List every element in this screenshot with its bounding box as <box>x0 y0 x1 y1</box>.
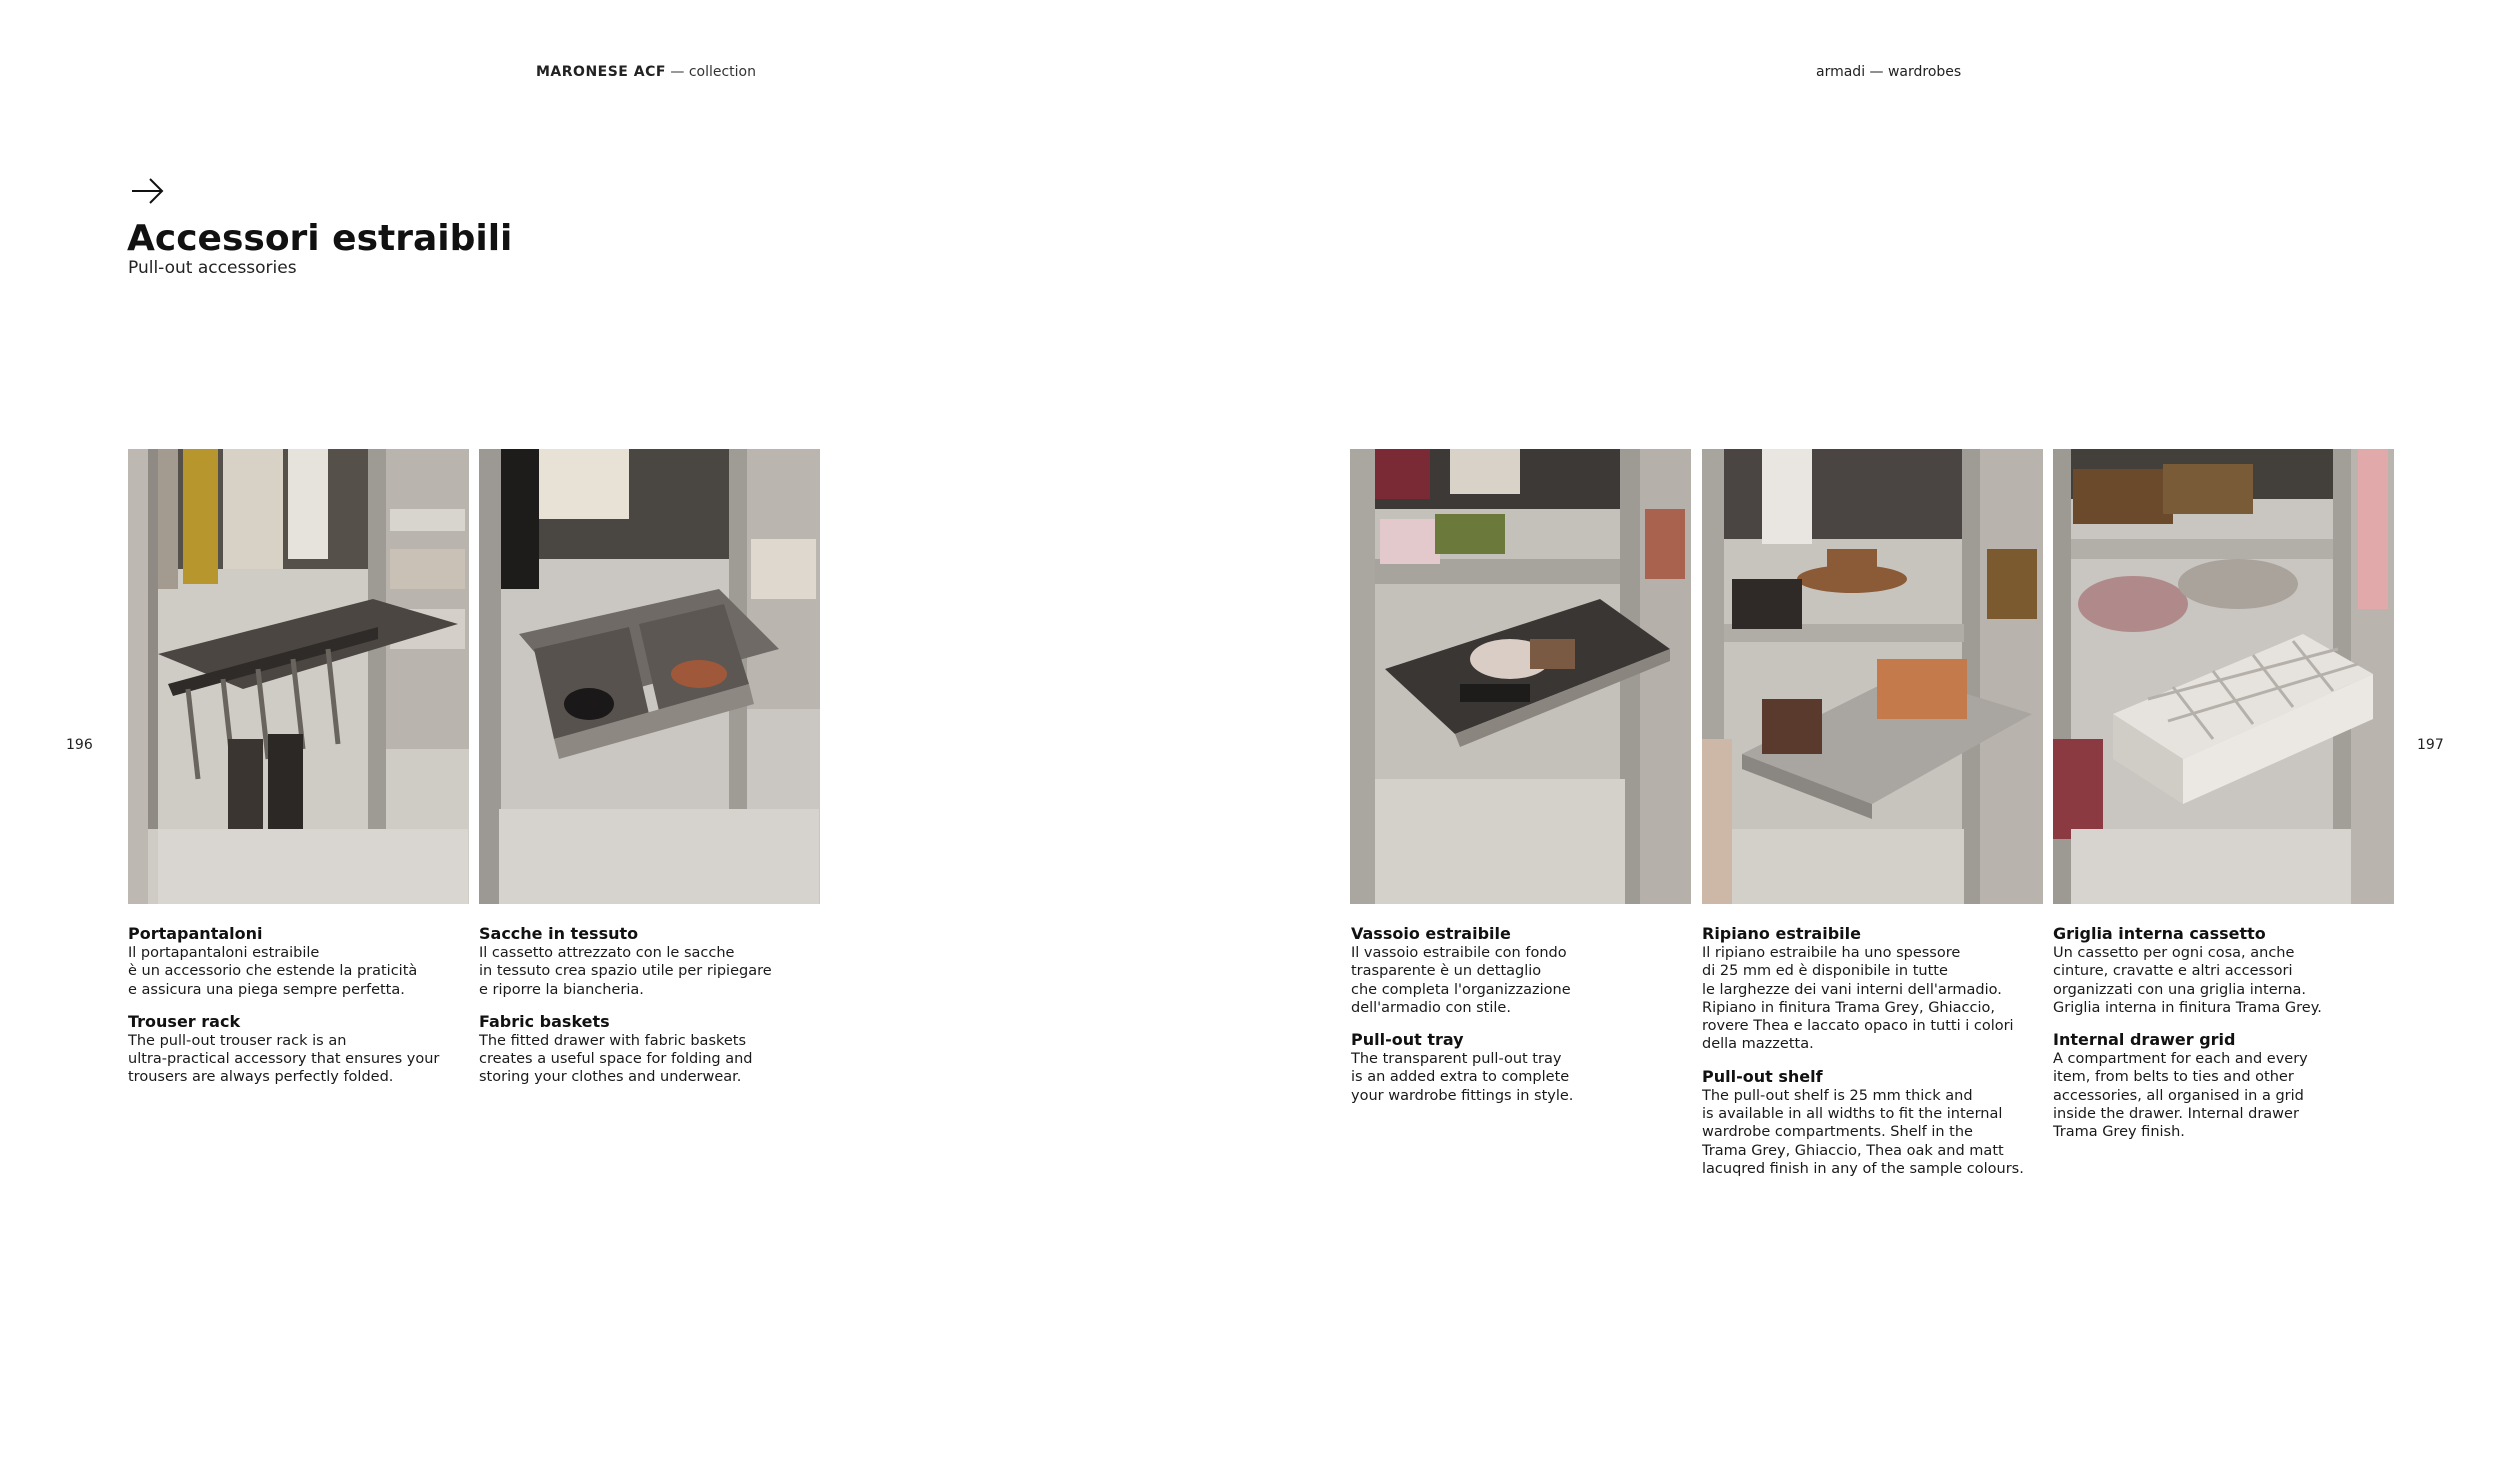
collection-label: — collection <box>670 64 756 80</box>
caption-text-it: Il cassetto attrezzato con le sacche in tessuto crea spazio utile per ripiegare e riporre la biancheria. <box>479 945 772 998</box>
caption-text-it: Il ripiano estraibile ha uno spessore di 25 mm ed è disponibile in tutte le larghezze dei vani interni dell'armadio. Ripiano in finitura Trama Grey, Ghiaccio, rovere Thea e laccato opaco in tutti i colori della mazzetta. <box>1702 945 2014 1053</box>
page-title: Accessori estraibili <box>127 218 513 259</box>
header-category: armadi — wardrobes <box>1816 64 1962 80</box>
caption-text-it: Un cassetto per ogni cosa, anche cinture, cravatte e altri accessori organizzati con una griglia interna. Griglia interna in finitura Trama Grey. <box>2053 945 2322 1016</box>
caption-title-it: Ripiano estraibile <box>1702 924 1861 943</box>
page-subtitle: Pull-out accessories <box>128 258 297 278</box>
caption-fabric-baskets <box>479 924 809 1087</box>
caption-title-en: Trouser rack <box>128 1011 241 1031</box>
brand-name: MARONESE ACF <box>536 64 666 80</box>
photo-trouser-rack <box>128 449 469 904</box>
page-number-left: 196 <box>66 737 93 753</box>
caption-title-it: Vassoio estraibile <box>1351 924 1511 943</box>
caption-pullout-tray <box>1351 924 1681 1105</box>
header-collection <box>536 64 756 80</box>
caption-title-en: Pull-out tray <box>1351 1030 1464 1050</box>
arrow-right-icon <box>130 176 166 206</box>
caption-title-en: Internal drawer grid <box>2053 1030 2236 1050</box>
photo-fabric-baskets <box>479 449 820 904</box>
caption-text-en: The pull-out shelf is 25 mm thick and is available in all widths to fit the internal wardrobe compartments. Shelf in the Trama Grey, Ghiaccio, Thea oak and matt lacuqred finish in any of the sample colours. <box>1702 1087 2024 1177</box>
caption-text-it: Il portapantaloni estraibile è un accessorio che estende la praticità e assicura una piega sempre perfetta. <box>128 945 418 998</box>
caption-title-it: Griglia interna cassetto <box>2053 924 2266 943</box>
caption-title-it: Sacche in tessuto <box>479 924 639 943</box>
caption-title-en: Pull-out shelf <box>1702 1066 1823 1086</box>
caption-text-en: The pull-out trouser rack is an ultra-practical accessory that ensures your trousers are always perfectly folded. <box>128 1032 440 1086</box>
page-number-right: 197 <box>2417 737 2444 753</box>
caption-title-en: Fabric baskets <box>479 1011 610 1031</box>
caption-text-en: The transparent pull-out tray is an added extra to complete your wardrobe fittings in style. <box>1351 1051 1574 1104</box>
caption-trouser-rack <box>128 924 458 1087</box>
photo-pullout-tray <box>1350 449 1691 904</box>
photo-pullout-shelf <box>1702 449 2043 904</box>
caption-pullout-shelf <box>1702 924 2042 1178</box>
caption-text-en: The fitted drawer with fabric baskets creates a useful space for folding and storing your clothes and underwear. <box>479 1032 753 1086</box>
caption-drawer-grid <box>2053 924 2383 1142</box>
caption-text-en: A compartment for each and every item, from belts to ties and other accessories, all organised in a grid inside the drawer. Internal drawer Trama Grey finish. <box>2053 1051 2308 1141</box>
caption-text-it: Il vassoio estraibile con fondo trasparente è un dettaglio che completa l'organizzazione dell'armadio con stile. <box>1351 945 1571 1016</box>
photo-drawer-grid <box>2053 449 2394 904</box>
caption-title-it: Portapantaloni <box>128 924 263 943</box>
